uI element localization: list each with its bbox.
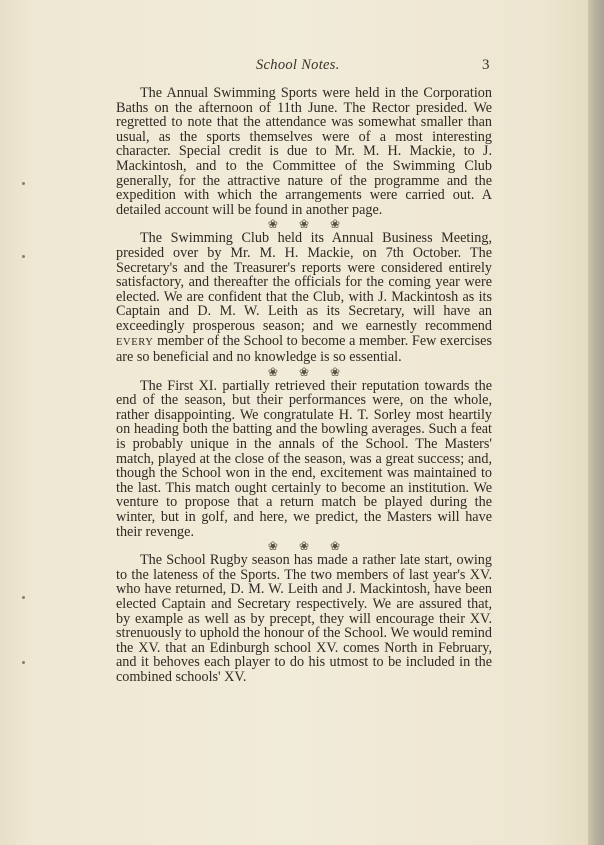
paragraph-text: The Swimming Club held its Annual Business Meeting, presided over by Mr. M. H. Mackie, on 7th October. The Secretary's and the Treasurer's reports were considered entirely satisfactory, and thereafter the officials for the coming year were elected. We are confident that the Club, with J. Mackintosh as its Captain and D. M. W. Leith as its Secretary, will have an exceedingly prosperous season; and we earnestly recommend bbox=[116, 230, 492, 334]
ornament-divider: ❀ ❀ ❀ bbox=[267, 364, 350, 379]
paragraph-first-eleven: The First XI. partially retrieved their reputation towards the end of the season, but their performances were, on the whole, rather disappointing. We congratulate H. T. Sorley most heartily on heading both the batting and the bowling averages. Such a feat is probably unique in the annals of the School. The Masters' match, played at the close of the season, was a great success; and, though the School won in the end, excitement was maintained to the last. This match ought certainly to become an institution. We venture to propose that a return match be played during the winter, but in golf, and here, we predict, the Masters will have their revenge. bbox=[116, 377, 492, 540]
article-body bbox=[116, 86, 492, 685]
page-number: 3 bbox=[482, 57, 490, 73]
page-header bbox=[0, 57, 588, 79]
paragraph-swimming-sports: The Annual Swimming Sports were held in the Corporation Baths on the afternoon of 11th June. The Rector presided. We regretted to note that the attendance was somewhat smaller than usual, as the sports themselves were of a most interesting character. Special credit is due to Mr. M. H. Mackie, to J. Mackintosh, and to the Committee of the Swimming Club generally, for the attractive nature of the programme and the expedition with which the arrangements were carried out. A detailed account will be found in another page. bbox=[116, 85, 492, 218]
ornament-divider: ❀ ❀ ❀ bbox=[267, 217, 350, 232]
binding-mark bbox=[22, 596, 25, 599]
ornament-divider: ❀ ❀ ❀ bbox=[267, 539, 350, 554]
binding-mark bbox=[22, 182, 25, 185]
page-edge-shadow bbox=[588, 0, 604, 845]
binding-mark bbox=[22, 661, 25, 664]
emphasis-text: EVERY bbox=[116, 336, 154, 348]
running-title: School Notes. bbox=[256, 57, 340, 73]
paragraph-swimming-club-meeting bbox=[116, 231, 492, 364]
paragraph-text: member of the School to become a member. Few exercises are so beneficial and no knowledge is so essential. bbox=[116, 332, 492, 366]
paragraph-rugby-season: The School Rugby season has made a rather late start, owing to the lateness of the Sports. The two members of last year's XV. who have returned, D. M. W. Leith and J. Mackintosh, have been elected Captain and Secretary respectively. We are assured that, by example as well as by precept, they will encourage their XV. strenuously to uphold the honour of the School. We would remind the XV. that an Edinburgh school XV. comes North in February, and it behoves each player to do his utmost to be included in the combined schools' XV. bbox=[116, 552, 492, 685]
binding-mark bbox=[22, 255, 25, 258]
